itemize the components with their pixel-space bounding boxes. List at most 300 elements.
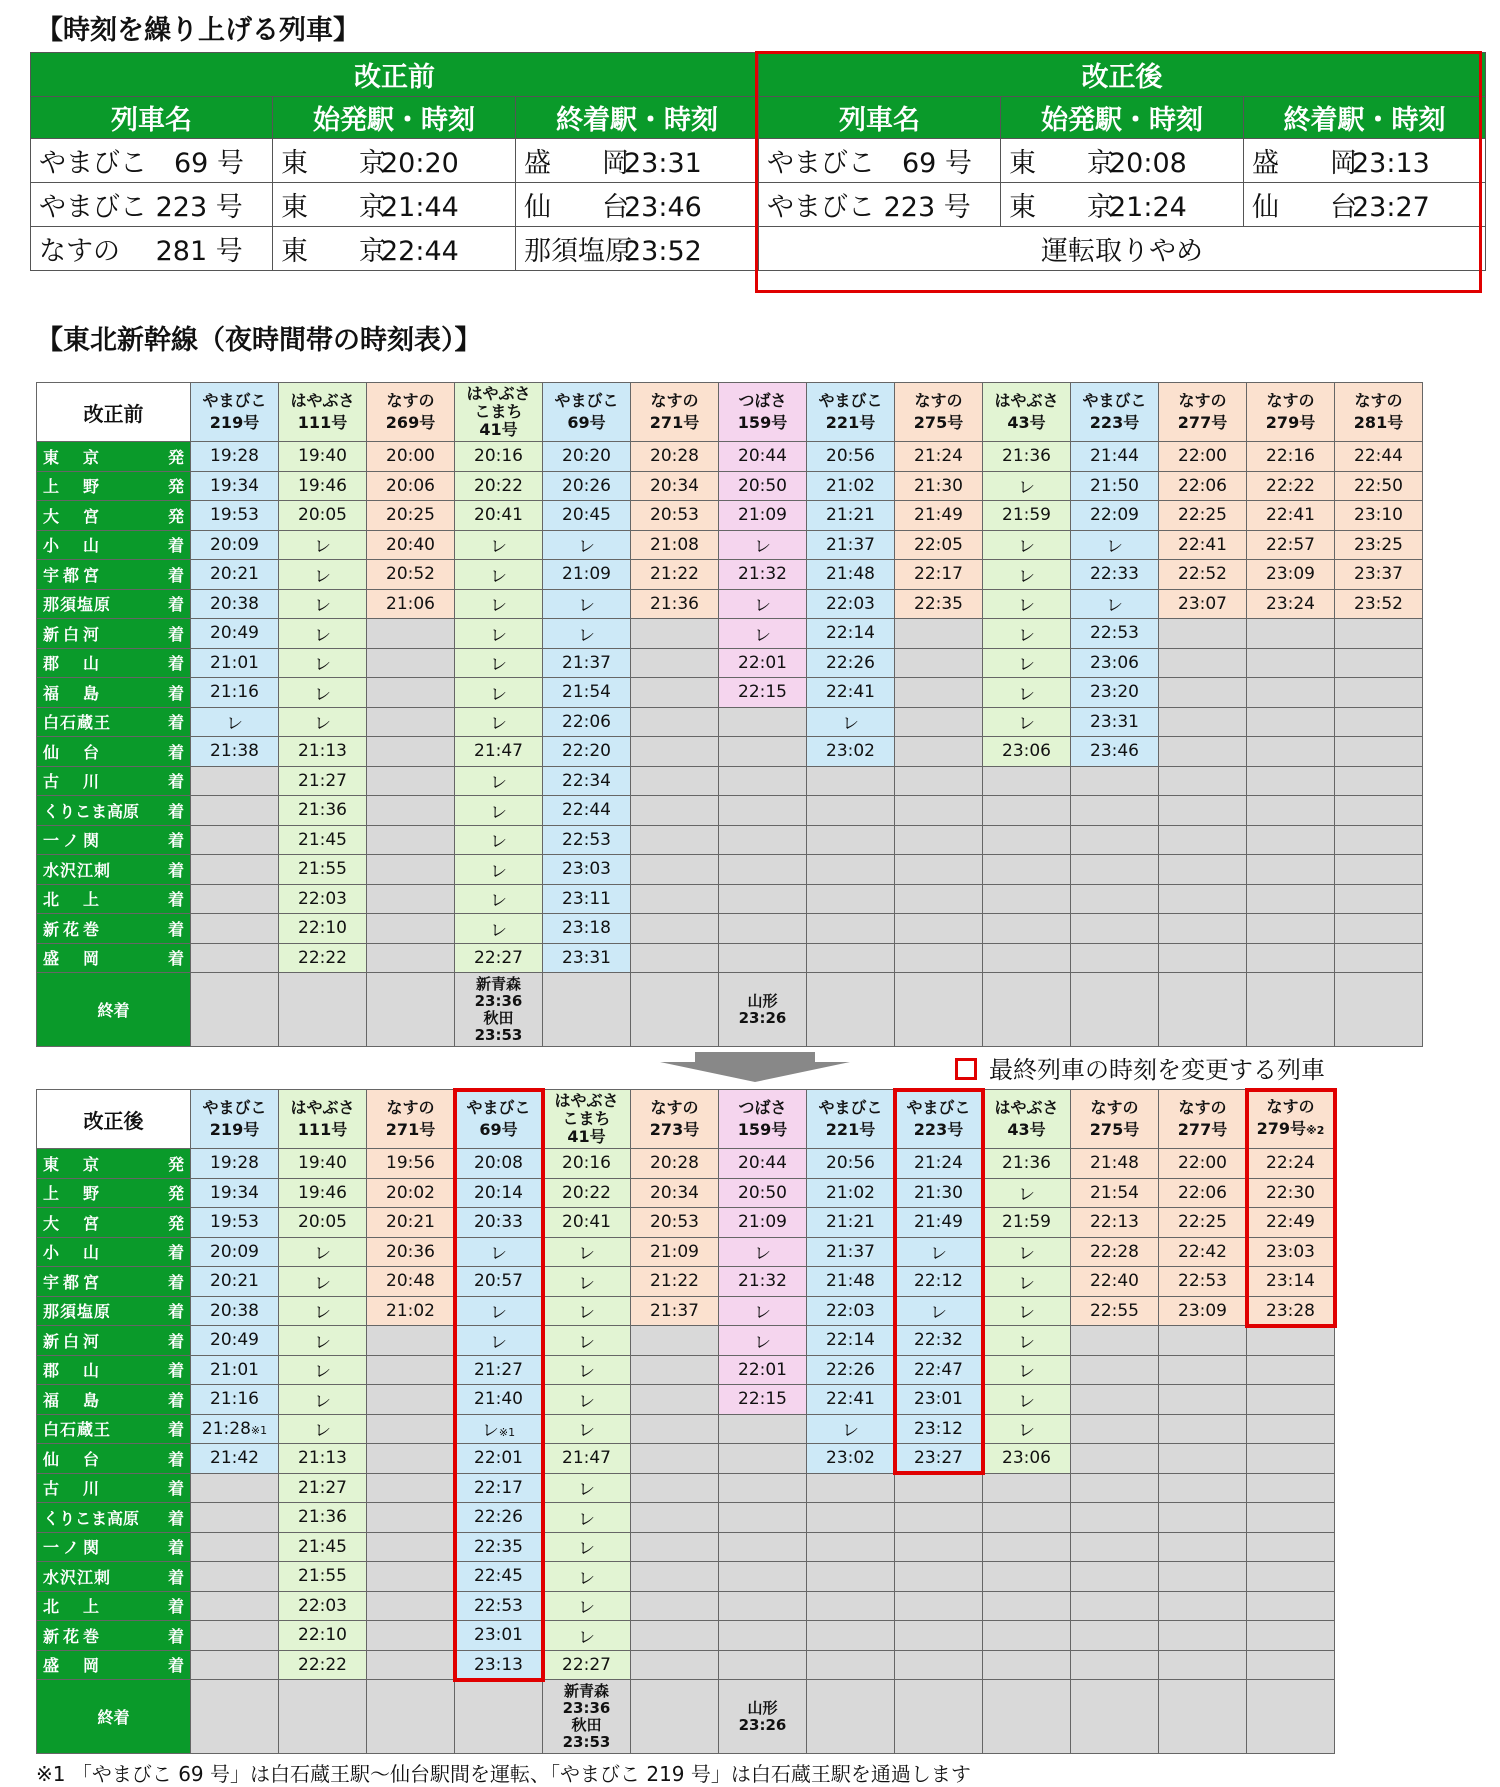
train-number: 275号 bbox=[1089, 1120, 1140, 1139]
time-cell bbox=[1247, 1326, 1335, 1356]
station-suffix: 着 bbox=[167, 919, 184, 939]
station-label bbox=[37, 619, 191, 649]
station-suffix: 着 bbox=[167, 713, 184, 733]
train-header bbox=[279, 1090, 367, 1149]
time-cell: 23:46 bbox=[1071, 737, 1159, 767]
time-cell: レ bbox=[983, 1178, 1071, 1208]
station-name: 新花巻 bbox=[43, 1626, 104, 1646]
time-cell bbox=[719, 825, 807, 855]
time-cell: レ bbox=[543, 1296, 631, 1326]
time-cell bbox=[1159, 914, 1247, 944]
time-cell bbox=[367, 1473, 455, 1503]
time-cell bbox=[191, 796, 279, 826]
origin-cell bbox=[273, 227, 516, 271]
time-cell: 20:26 bbox=[543, 471, 631, 501]
legend bbox=[955, 1050, 1325, 1085]
summary-row bbox=[31, 227, 1486, 271]
terminal-cell bbox=[367, 1680, 455, 1754]
time: 21:44 bbox=[381, 192, 459, 223]
time-cell bbox=[1159, 619, 1247, 649]
time-cell: 19:40 bbox=[279, 442, 367, 472]
time-cell: 21:16 bbox=[191, 1385, 279, 1415]
time-cell: 22:03 bbox=[807, 1296, 895, 1326]
station-label bbox=[37, 1650, 191, 1680]
train-number: 111号 bbox=[297, 1120, 348, 1139]
time-cell: 23:06 bbox=[983, 737, 1071, 767]
station-label bbox=[37, 737, 191, 767]
time-cell bbox=[1071, 884, 1159, 914]
time-cell: 22:22 bbox=[1247, 471, 1335, 501]
station-label bbox=[37, 1473, 191, 1503]
time-cell: 21:45 bbox=[279, 825, 367, 855]
train-name: なすの bbox=[914, 391, 963, 410]
time-cell: 21:16 bbox=[191, 678, 279, 708]
time-cell bbox=[367, 1355, 455, 1385]
time-cell: 23:02 bbox=[807, 1444, 895, 1474]
time-cell: レ bbox=[543, 1503, 631, 1533]
time-cell: 21:50 bbox=[1071, 471, 1159, 501]
time-cell: 21:24 bbox=[895, 442, 983, 472]
station-row bbox=[37, 619, 1423, 649]
time-cell: レ bbox=[983, 589, 1071, 619]
station-name: 盛 岡 bbox=[1252, 148, 1369, 179]
station-suffix: 着 bbox=[167, 1272, 184, 1292]
time-cell: 21:21 bbox=[807, 1208, 895, 1238]
time-cell bbox=[719, 1621, 807, 1651]
time-cell: 23:01 bbox=[455, 1621, 543, 1651]
train-number: 219号 bbox=[209, 413, 260, 432]
time-cell: 21:44 bbox=[1071, 442, 1159, 472]
terminal-label: 終着 bbox=[37, 1680, 191, 1754]
terminal-cell bbox=[983, 973, 1071, 1047]
time-cell: 21:47 bbox=[455, 737, 543, 767]
time-cell: 23:03 bbox=[1247, 1237, 1335, 1267]
time-cell: 21:48 bbox=[807, 1267, 895, 1297]
train-name: やまびこ bbox=[818, 391, 883, 410]
time-cell: レ bbox=[895, 1296, 983, 1326]
train-header bbox=[807, 1090, 895, 1149]
time-cell: 22:53 bbox=[543, 825, 631, 855]
time-cell: 21:55 bbox=[279, 855, 367, 885]
origin-cell bbox=[1001, 139, 1244, 183]
time-cell: 22:17 bbox=[895, 560, 983, 590]
station-suffix: 発 bbox=[167, 1213, 184, 1233]
station-label bbox=[37, 1208, 191, 1238]
time-cell: 20:34 bbox=[631, 1178, 719, 1208]
time-cell bbox=[1335, 914, 1423, 944]
time-cell: レ bbox=[983, 471, 1071, 501]
time-cell bbox=[367, 1591, 455, 1621]
time-cell bbox=[1159, 648, 1247, 678]
col-origin-before: 始発駅・時刻 bbox=[273, 97, 516, 139]
time-cell: レ bbox=[279, 589, 367, 619]
time-cell bbox=[1335, 707, 1423, 737]
terminal-cell bbox=[631, 973, 719, 1047]
time-cell bbox=[367, 1414, 455, 1444]
terminal-cell bbox=[1071, 973, 1159, 1047]
terminal-cell bbox=[895, 973, 983, 1047]
station-suffix: 着 bbox=[167, 595, 184, 615]
time-cell: 21:27 bbox=[455, 1355, 543, 1385]
summary-row bbox=[31, 183, 1486, 227]
time-cell: レ bbox=[279, 1237, 367, 1267]
time-cell: 21:09 bbox=[719, 1208, 807, 1238]
time-cell: レ bbox=[543, 1355, 631, 1385]
train-name: なすの bbox=[1266, 1097, 1315, 1116]
station-name: くりこま高原 bbox=[43, 1508, 140, 1528]
train-header bbox=[631, 383, 719, 442]
time-cell: レ bbox=[895, 1237, 983, 1267]
time-cell: レ bbox=[983, 1237, 1071, 1267]
train-number: 277号 bbox=[1177, 413, 1228, 432]
station-row bbox=[37, 560, 1423, 590]
time-cell bbox=[983, 884, 1071, 914]
time-cell bbox=[1159, 1414, 1247, 1444]
time-cell: レ bbox=[455, 1326, 543, 1356]
time-cell: 20:16 bbox=[455, 442, 543, 472]
time-cell bbox=[807, 1503, 895, 1533]
time-cell: レ bbox=[455, 707, 543, 737]
time-cell: 22:12 bbox=[895, 1267, 983, 1297]
time-cell: 23:14 bbox=[1247, 1267, 1335, 1297]
station-name: 水沢江刺 bbox=[43, 1567, 112, 1587]
time-cell: レ bbox=[455, 1296, 543, 1326]
train-header bbox=[191, 1090, 279, 1149]
time-cell bbox=[807, 796, 895, 826]
time-cell bbox=[191, 855, 279, 885]
station-suffix: 着 bbox=[167, 1508, 184, 1528]
station-label bbox=[37, 1149, 191, 1179]
time-cell bbox=[367, 737, 455, 767]
time-cell: 22:26 bbox=[807, 1355, 895, 1385]
time-cell bbox=[1159, 884, 1247, 914]
train-header bbox=[1159, 383, 1247, 442]
time-cell bbox=[1071, 1503, 1159, 1533]
time-cell: レ bbox=[807, 1414, 895, 1444]
train-name: なすの bbox=[386, 391, 435, 410]
time-cell bbox=[983, 855, 1071, 885]
time-cell bbox=[1071, 1385, 1159, 1415]
station-name: 盛 岡 bbox=[43, 949, 104, 969]
time-cell bbox=[1247, 914, 1335, 944]
station-row bbox=[37, 1532, 1335, 1562]
time-cell: 20:36 bbox=[367, 1237, 455, 1267]
train-header bbox=[1247, 1090, 1335, 1149]
time-cell bbox=[719, 943, 807, 973]
time-cell: レ bbox=[455, 1237, 543, 1267]
station-row bbox=[37, 1562, 1335, 1592]
station-suffix: 着 bbox=[167, 890, 184, 910]
time-cell bbox=[367, 1444, 455, 1474]
time-cell bbox=[1071, 796, 1159, 826]
time-cell bbox=[631, 1532, 719, 1562]
train-header bbox=[1071, 383, 1159, 442]
time-cell: 22:10 bbox=[279, 914, 367, 944]
time-cell: 21:22 bbox=[631, 1267, 719, 1297]
time-cell bbox=[1071, 914, 1159, 944]
time-cell bbox=[1335, 796, 1423, 826]
time-cell bbox=[1159, 1385, 1247, 1415]
time-cell bbox=[983, 1650, 1071, 1680]
time-cell bbox=[895, 678, 983, 708]
station-name: 仙 台 bbox=[43, 1449, 104, 1469]
time-cell bbox=[807, 1591, 895, 1621]
terminal-line: 山形 bbox=[747, 1698, 778, 1717]
station-row bbox=[37, 737, 1423, 767]
note-mark: ※1 bbox=[250, 1423, 268, 1437]
time-cell bbox=[895, 707, 983, 737]
time-cell bbox=[631, 1591, 719, 1621]
station-label bbox=[37, 825, 191, 855]
time-cell bbox=[1247, 884, 1335, 914]
train-name: はやぶさ bbox=[994, 391, 1059, 410]
time-cell: 19:40 bbox=[279, 1149, 367, 1179]
terminal-cell bbox=[983, 1680, 1071, 1754]
time-cell: 22:52 bbox=[1159, 560, 1247, 590]
time-cell: 21:30 bbox=[895, 471, 983, 501]
time-cell: 23:02 bbox=[807, 737, 895, 767]
time-cell: レ bbox=[455, 560, 543, 590]
time-cell bbox=[1247, 1532, 1335, 1562]
time-cell: 22:13 bbox=[1071, 1208, 1159, 1238]
station-label bbox=[37, 589, 191, 619]
station-name: 那須塩原 bbox=[524, 236, 632, 267]
time-cell: 22:16 bbox=[1247, 442, 1335, 472]
time-cell: レ bbox=[983, 1385, 1071, 1415]
train-number: 269号 bbox=[385, 413, 436, 432]
summary-heading: 【時刻を繰り上げる列車】 bbox=[36, 15, 360, 46]
station-suffix: 着 bbox=[167, 1656, 184, 1676]
time-cell: 20:09 bbox=[191, 530, 279, 560]
time-cell: レ bbox=[543, 619, 631, 649]
time-cell: 20:21 bbox=[191, 1267, 279, 1297]
time-cell: 21:27 bbox=[279, 1473, 367, 1503]
station-name: 一ノ関 bbox=[43, 1538, 104, 1558]
station-label bbox=[37, 1355, 191, 1385]
station-name: 北 上 bbox=[43, 1597, 104, 1617]
terminal-line: 秋田 bbox=[571, 1715, 602, 1734]
time-cell bbox=[367, 648, 455, 678]
before-header: 改正前 bbox=[31, 53, 759, 97]
time-cell: 19:34 bbox=[191, 1178, 279, 1208]
train-header bbox=[983, 383, 1071, 442]
time-cell bbox=[719, 766, 807, 796]
time-cell bbox=[983, 1473, 1071, 1503]
time-cell: 22:53 bbox=[1159, 1267, 1247, 1297]
time-cell bbox=[1071, 1650, 1159, 1680]
station-label bbox=[37, 442, 191, 472]
station-row bbox=[37, 1444, 1335, 1474]
time-cell: 21:36 bbox=[279, 796, 367, 826]
time-cell: 20:25 bbox=[367, 501, 455, 531]
time-cell: レ bbox=[279, 1296, 367, 1326]
train-name: なすの 281 号 bbox=[31, 227, 273, 271]
time-cell bbox=[983, 1562, 1071, 1592]
time-cell: 21:24 bbox=[895, 1149, 983, 1179]
station-row bbox=[37, 766, 1423, 796]
col-train-after: 列車名 bbox=[759, 97, 1001, 139]
time-cell bbox=[191, 766, 279, 796]
station-row bbox=[37, 1385, 1335, 1415]
time-cell: 21:32 bbox=[719, 1267, 807, 1297]
terminal-line: 23:26 bbox=[738, 1008, 787, 1027]
time-cell: 21:42 bbox=[191, 1444, 279, 1474]
terminal-cell bbox=[279, 973, 367, 1047]
time-cell: 22:47 bbox=[895, 1355, 983, 1385]
station-label bbox=[37, 796, 191, 826]
time-cell bbox=[367, 1650, 455, 1680]
note-mark: ※1 bbox=[498, 1426, 516, 1440]
time-cell bbox=[1071, 1414, 1159, 1444]
time-cell: 19:34 bbox=[191, 471, 279, 501]
train-number: 223号 bbox=[1089, 413, 1140, 432]
train-name: やまびこ bbox=[1082, 391, 1147, 410]
time-cell: 21:01 bbox=[191, 1355, 279, 1385]
time-cell bbox=[1335, 943, 1423, 973]
time-cell: 23:52 bbox=[1335, 589, 1423, 619]
time-cell bbox=[983, 1621, 1071, 1651]
train-name: つばさ bbox=[738, 1098, 787, 1117]
train-header bbox=[1335, 383, 1423, 442]
station-label bbox=[37, 1532, 191, 1562]
time-cell bbox=[1335, 766, 1423, 796]
time-cell: レ bbox=[455, 766, 543, 796]
time-cell: 22:22 bbox=[279, 1650, 367, 1680]
timetable-after bbox=[36, 1089, 1335, 1754]
time-cell: レ bbox=[983, 1296, 1071, 1326]
time-cell bbox=[1159, 855, 1247, 885]
station-suffix: 着 bbox=[167, 683, 184, 703]
time-cell: 21:28※1 bbox=[191, 1414, 279, 1444]
time-cell: レ bbox=[455, 914, 543, 944]
time-cell bbox=[895, 825, 983, 855]
train-name: やまびこ bbox=[202, 1098, 267, 1117]
train-number: 159号 bbox=[737, 413, 788, 432]
time-cell bbox=[367, 1621, 455, 1651]
time-cell: 20:38 bbox=[191, 1296, 279, 1326]
station-suffix: 発 bbox=[167, 1154, 184, 1174]
train-name: やまびこ 223 号 bbox=[31, 183, 273, 227]
terminal-cell bbox=[1071, 1680, 1159, 1754]
time-cell: 19:56 bbox=[367, 1149, 455, 1179]
time-cell: 20:08 bbox=[455, 1149, 543, 1179]
time-cell: 22:30 bbox=[1247, 1178, 1335, 1208]
time-cell: レ bbox=[983, 1267, 1071, 1297]
time-cell: レ bbox=[279, 1385, 367, 1415]
time-cell bbox=[631, 914, 719, 944]
train-name: つばさ bbox=[738, 391, 787, 410]
station-row bbox=[37, 1149, 1335, 1179]
time-cell bbox=[631, 825, 719, 855]
station-suffix: 着 bbox=[167, 949, 184, 969]
time-cell bbox=[1159, 943, 1247, 973]
station-name: 盛 岡 bbox=[524, 148, 641, 179]
station-name: 小 山 bbox=[43, 536, 104, 556]
time-cell: レ bbox=[543, 1326, 631, 1356]
train-number: 277号 bbox=[1177, 1120, 1228, 1139]
time-cell: 23:12 bbox=[895, 1414, 983, 1444]
time-cell: レ bbox=[1071, 589, 1159, 619]
time-cell bbox=[719, 707, 807, 737]
time-cell bbox=[367, 943, 455, 973]
time-cell: レ bbox=[719, 1326, 807, 1356]
train-number: 41号 bbox=[479, 420, 518, 439]
station-row bbox=[37, 501, 1423, 531]
time-cell bbox=[1159, 1591, 1247, 1621]
time-cell bbox=[1247, 707, 1335, 737]
time-cell: 21:02 bbox=[807, 1178, 895, 1208]
station-name: 上 野 bbox=[43, 1184, 104, 1204]
station-name: 東 京 bbox=[281, 148, 398, 179]
station-row bbox=[37, 1621, 1335, 1651]
station-suffix: 着 bbox=[167, 1420, 184, 1440]
train-name: なすの bbox=[650, 1098, 699, 1117]
station-row bbox=[37, 825, 1423, 855]
corner-label: 改正前 bbox=[37, 383, 191, 442]
time-cell: 22:50 bbox=[1335, 471, 1423, 501]
time-cell bbox=[631, 1562, 719, 1592]
train-name: なすの bbox=[1266, 391, 1315, 410]
time-cell bbox=[1071, 855, 1159, 885]
time-cell: 21:48 bbox=[1071, 1149, 1159, 1179]
time-cell bbox=[631, 1355, 719, 1385]
time-cell: 22:45 bbox=[455, 1562, 543, 1592]
station-label bbox=[37, 1178, 191, 1208]
time-cell bbox=[895, 1503, 983, 1533]
time-cell bbox=[1159, 1532, 1247, 1562]
time-cell bbox=[191, 1473, 279, 1503]
legend-text: 最終列車の時刻を変更する列車 bbox=[989, 1056, 1325, 1084]
time-cell: 20:02 bbox=[367, 1178, 455, 1208]
time-cell: レ bbox=[983, 1355, 1071, 1385]
station-label bbox=[37, 678, 191, 708]
train-header bbox=[719, 383, 807, 442]
station-name: 那須塩原 bbox=[43, 1302, 112, 1322]
station-label bbox=[37, 471, 191, 501]
time-cell: 20:09 bbox=[191, 1237, 279, 1267]
train-name: はやぶさ bbox=[466, 384, 531, 403]
time-cell bbox=[1071, 1532, 1159, 1562]
time-cell bbox=[1335, 648, 1423, 678]
train-header bbox=[895, 1090, 983, 1149]
time-cell bbox=[191, 1532, 279, 1562]
time-cell: 22:03 bbox=[807, 589, 895, 619]
time-cell: 22:49 bbox=[1247, 1208, 1335, 1238]
time-cell bbox=[895, 1532, 983, 1562]
station-row bbox=[37, 1650, 1335, 1680]
station-suffix: 着 bbox=[167, 1302, 184, 1322]
time-cell: レ bbox=[543, 1237, 631, 1267]
time-cell: 22:06 bbox=[1159, 471, 1247, 501]
time-cell bbox=[367, 1326, 455, 1356]
time-cell bbox=[895, 766, 983, 796]
time-cell bbox=[1071, 1326, 1159, 1356]
station-suffix: 着 bbox=[167, 1567, 184, 1587]
station-suffix: 着 bbox=[167, 1243, 184, 1263]
time-cell bbox=[895, 855, 983, 885]
time-cell: 22:17 bbox=[455, 1473, 543, 1503]
terminal-cell bbox=[1159, 973, 1247, 1047]
col-dest-before: 終着駅・時刻 bbox=[516, 97, 759, 139]
time-cell bbox=[1247, 1355, 1335, 1385]
time-cell bbox=[191, 943, 279, 973]
time-cell bbox=[191, 1503, 279, 1533]
time-cell bbox=[191, 825, 279, 855]
time-cell: レ bbox=[279, 678, 367, 708]
station-name: 仙 台 bbox=[524, 192, 641, 223]
time-cell: 21:21 bbox=[807, 501, 895, 531]
station-row bbox=[37, 1473, 1335, 1503]
